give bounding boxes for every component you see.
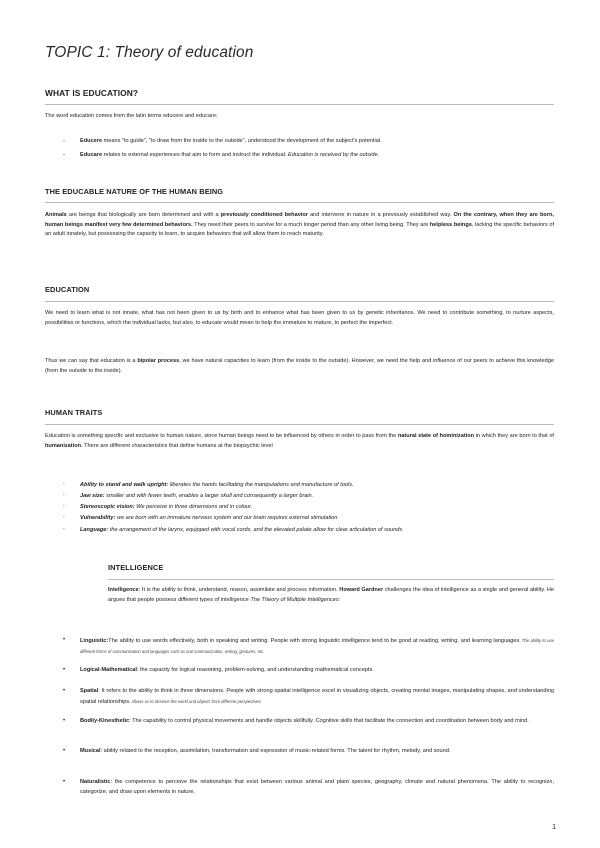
intelligence-item: [80, 747, 554, 757]
item-text: we are born with an immature nervous system and our brain requires external stimulation.: [115, 515, 339, 521]
paragraph-education-2: [45, 357, 554, 376]
term: Ability to stand and walk upright:: [80, 482, 169, 488]
text: : It is the ability to think, understand, reason, assimilate and process information.: [138, 587, 340, 593]
trait-item: [80, 526, 554, 536]
bullet-dash: -: [63, 526, 65, 532]
bullet-dot: •: [63, 779, 66, 785]
term: Musical: [80, 748, 101, 754]
emph: helpless beings: [429, 221, 472, 228]
emph: previously conditioned behavior: [220, 212, 308, 218]
emph: Intelligence: [108, 587, 139, 593]
term: Logical-Mathematical: [80, 667, 137, 673]
bullet-dot: •: [63, 718, 66, 724]
bullet-dash: -: [63, 138, 65, 144]
term: Educere: [80, 138, 103, 144]
heading-educable-nature: THE EDUCABLE NATURE OF THE HUMAN BEING: [45, 187, 224, 196]
bullet-dot: •: [63, 748, 66, 754]
trait-item: [80, 503, 554, 513]
italic: The Theory of Multiple Intelligences:: [250, 596, 341, 603]
item-italic: Education is received by the outside.: [288, 152, 380, 158]
term: Spatial: [80, 688, 99, 694]
item-text: The ability to use words effectively, both in speaking and writing. People with strong linguistic intelligence tend to be good at reading, writing, and learning languages: [108, 638, 520, 644]
bullet-dash: -: [63, 503, 65, 509]
emph: Animals: [45, 212, 67, 218]
section-divider: [45, 424, 554, 425]
paragraph-education-1: We need to learn what is not innate, what has not been given to us by birth and to enhance what has been given to us by genetic inheritance. We need to contribute something, to nurture aspects, possibilities or functions, which the individual lacks, but also, to educate would mean to help the immature to mature, to perfect the imperfect.: [45, 310, 554, 326]
section-divider: [108, 579, 554, 580]
item-text: : the competence to perceive the relationships that exist between various animal and plant species, geography, climate and natural phenomena. The ability to recognize, categorize, and draw upon elements in nature.: [80, 779, 554, 795]
term: Naturalistic: [80, 779, 111, 785]
term: Bodily-Kinesthetic: [80, 718, 130, 724]
section-divider: [45, 202, 554, 203]
text: , we have natural capacities to learn (from the inside to the outside). However, we need the help and influence of our peers to achieve this knowledge (from the outside to the inside).: [45, 358, 554, 374]
bullet-dot: •: [63, 667, 66, 673]
intelligence-item: [80, 717, 554, 727]
intelligence-item: [80, 778, 554, 797]
term: Vulnerability:: [80, 515, 116, 521]
item-text: : It refers to the ability to think in three dimensions. People with strong spatial intelligence excel in visualizing objects, creating mental images, manipulating shapes, and understanding spatial relationships: [80, 688, 554, 705]
emph: bipolar process: [137, 358, 180, 364]
text: . There are different characteristics that define humans at the biopsychic level: [81, 442, 273, 449]
paragraph-intelligence: [108, 586, 554, 605]
item-text: : ability related to the reception, assimilation, transformation and expression of music-related forms. The talent for rhythm, melody, and sound.: [100, 748, 451, 754]
paragraph-human-traits: [45, 432, 554, 451]
term: Stereoscopic vision:: [80, 504, 135, 510]
bullet-dash: -: [63, 492, 65, 498]
section-divider: [45, 104, 554, 105]
trait-item: [80, 514, 554, 524]
item-note: . The ability to use different forms of communication and languages such as oral communication, writing, gestures, etc.: [80, 638, 554, 654]
bullet-dash: -: [63, 152, 65, 158]
text: in which they are born to that of: [474, 433, 554, 439]
trait-item: [80, 492, 554, 502]
item-text: liberates the hands facilitating the manipulations and manufacture of tools.: [168, 482, 354, 488]
trait-item: [80, 481, 554, 491]
heading-what-is-education: WHAT IS EDUCATION?: [45, 88, 139, 98]
text: challenges the idea of intelligence as a single and general ability. He argues that people possess different types of intelligence: [108, 587, 555, 603]
paragraph-intro: The word education comes from the latin terms educere and educare:: [45, 113, 218, 119]
text: They need their peers to survive for a much longer period than any other living being. They are: [192, 221, 430, 228]
bullet-dash: -: [63, 481, 65, 487]
bullet-dot: •: [63, 637, 66, 643]
text: and intervene in nature in a previously established way.: [307, 212, 454, 218]
term: Language:: [80, 527, 109, 533]
list-item-educere: [80, 137, 554, 147]
text: are beings that biologically are born determined and with a: [66, 212, 221, 218]
emph: humanization: [45, 442, 82, 449]
page-number: 1: [552, 824, 556, 831]
term: Linguistic:: [80, 638, 109, 644]
intelligence-item: [80, 636, 554, 657]
heading-intelligence: INTELLIGENCE: [108, 563, 164, 572]
text: Thus we can say that education is a: [45, 358, 138, 364]
emph: Howard Gardner: [339, 587, 384, 593]
item-text: relates to external experiences that aim to form and instruct the individual.: [102, 152, 289, 158]
intelligence-item: [80, 666, 554, 676]
item-note: . Allows us to observe the world and objects from different perspectives: [129, 698, 261, 704]
heading-human-traits: HUMAN TRAITS: [45, 408, 103, 417]
item-text: the arrangement of the larynx, equipped with vocal cords, and the elevated palate allow for clear articulation of sounds: [108, 527, 403, 533]
item-text: We perceive in three dimensions and in colour.: [134, 504, 253, 510]
paragraph-educable: [45, 211, 554, 240]
page-title: TOPIC 1: Theory of education: [45, 44, 254, 61]
section-divider: [45, 301, 554, 302]
list-item-educare: [80, 151, 554, 161]
emph: natural state of hominization: [397, 433, 475, 439]
intelligence-item: [80, 687, 554, 707]
bullet-dash: -: [63, 514, 65, 520]
text: Education is something specific and exclusive to human nature, since human beings need to be influenced by others in order to pass from the: [45, 433, 398, 439]
text: , lacking the specific behaviors of an adult innately, but possessing the capacity to learn, to acquire behaviors that will allow them to reach maturity.: [45, 221, 554, 238]
bullet-dot: •: [63, 688, 66, 694]
emph: On the contrary, when they are born, human beings manifest very few determined behaviors.: [45, 212, 554, 228]
item-text: smaller and with fewer teeth, enables a larger skull and consequently a larger brain.: [104, 493, 314, 499]
term: Educare: [80, 152, 103, 158]
item-text: : the capacity for logical reasoning, problem-solving, and understanding mathematical concepts.: [136, 667, 374, 673]
term: Jaw size:: [80, 493, 105, 499]
heading-education: EDUCATION: [45, 285, 90, 294]
item-text: : The capability to control physical movements and handle objects skillfully. Cognitive skills that facilitate the connection and coordination between body and mind.: [129, 718, 529, 724]
item-text: means "to guide", "to draw from the inside to the outside", understood the development of the subject's potential.: [102, 138, 382, 144]
